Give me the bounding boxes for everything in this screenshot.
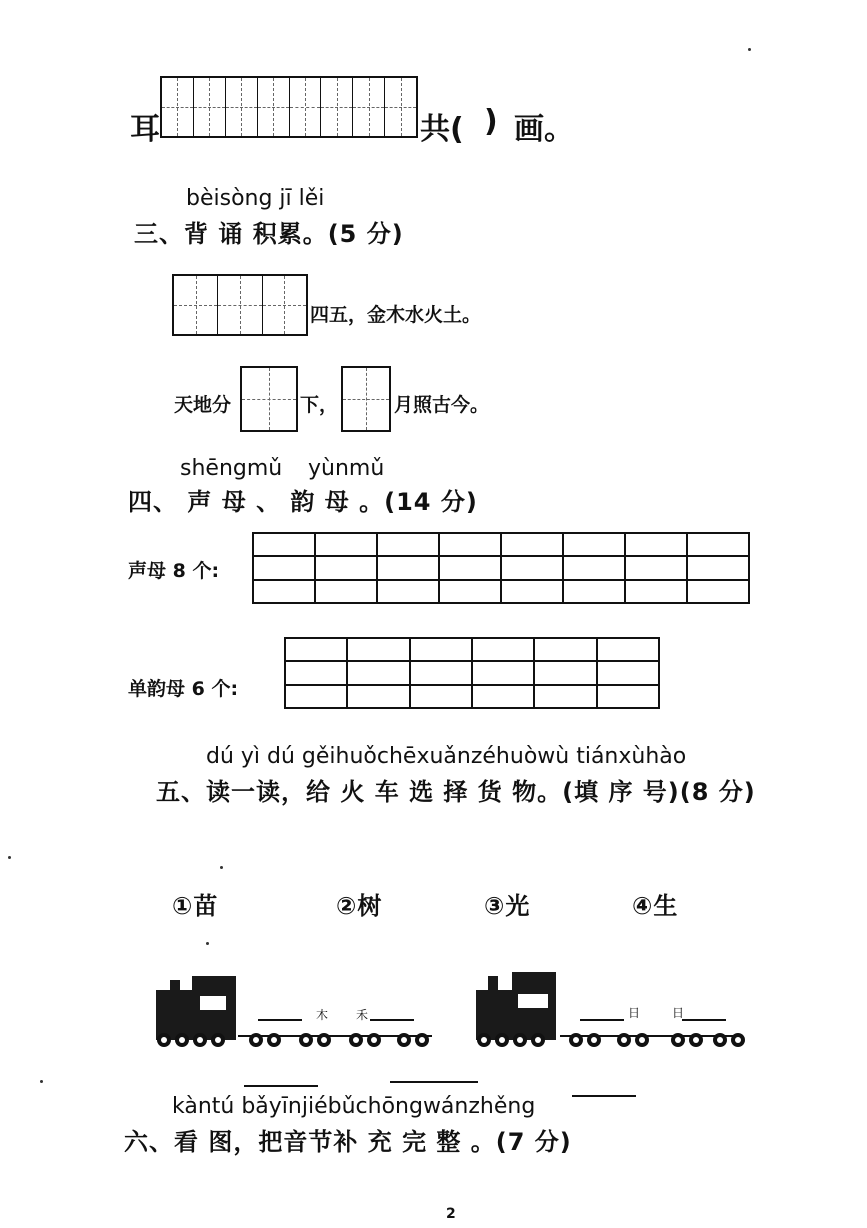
train-2-mark-2: 日: [672, 1006, 685, 1020]
recite-box-3[interactable]: [341, 366, 391, 432]
option-1: ①苗: [172, 892, 219, 920]
section5-title: 五、读一读，给 火 车 选 择 货 物。(填 序 号)(8 分): [156, 778, 756, 806]
stroke-count-prefix: 共(: [420, 112, 464, 147]
train-2-mark-1: 日: [628, 1006, 641, 1020]
section3-pinyin: bèisòng jī lěi: [186, 186, 325, 211]
scan-speck: [220, 866, 223, 869]
shengmu-grid[interactable]: [252, 532, 750, 604]
stroke-count-suffix: 画。: [514, 112, 574, 147]
section4-title: 四、 声 母 、 韵 母 。(14 分): [128, 488, 478, 516]
scan-speck: [8, 856, 11, 859]
recite-line1-text: 四五，金木水火土。: [310, 304, 482, 326]
section4-pinyin-yunmu: yùnmǔ: [308, 456, 385, 481]
shengmu-label: 声母 8 个:: [128, 560, 220, 582]
section5-pinyin: dú yì dú gěihuǒchēxuǎnzéhuòwù tiánxùhào: [206, 744, 687, 769]
option-3: ③光: [484, 892, 531, 920]
scan-speck: [748, 48, 751, 51]
yunmu-grid[interactable]: [284, 637, 660, 709]
section4-pinyin-shengmu: shēngmǔ: [180, 456, 283, 481]
recite-line2-part3: 月照古今。: [394, 394, 490, 416]
yunmu-label: 单韵母 6 个:: [128, 678, 239, 700]
stroke-order-boxes[interactable]: [160, 76, 418, 138]
option-2: ②树: [336, 892, 383, 920]
recite-line2-part1: 天地分: [174, 394, 232, 416]
option-4: ④生: [632, 892, 679, 920]
recite-line2-part2: 下，: [300, 394, 339, 416]
train-1-mark-2: 禾: [356, 1008, 369, 1022]
train-1-image: [148, 966, 438, 1056]
section3-title: 三、背 诵 积累。(5 分): [134, 220, 404, 248]
stroke-char: 耳: [130, 112, 160, 147]
recite-boxes-1[interactable]: [172, 274, 308, 336]
stroke-count-close: ): [484, 104, 498, 139]
section6-pinyin: kàntú bǎyīnjiébǔchōngwánzhěng: [172, 1094, 536, 1119]
page-number: 2: [446, 1206, 456, 1222]
train-1-mark-1: 木: [316, 1008, 329, 1022]
train-2-image: [468, 966, 748, 1056]
recite-box-2[interactable]: [240, 366, 298, 432]
scan-speck: [206, 942, 209, 945]
section6-title: 六、看 图，把音节补 充 完 整 。(7 分): [124, 1128, 572, 1156]
